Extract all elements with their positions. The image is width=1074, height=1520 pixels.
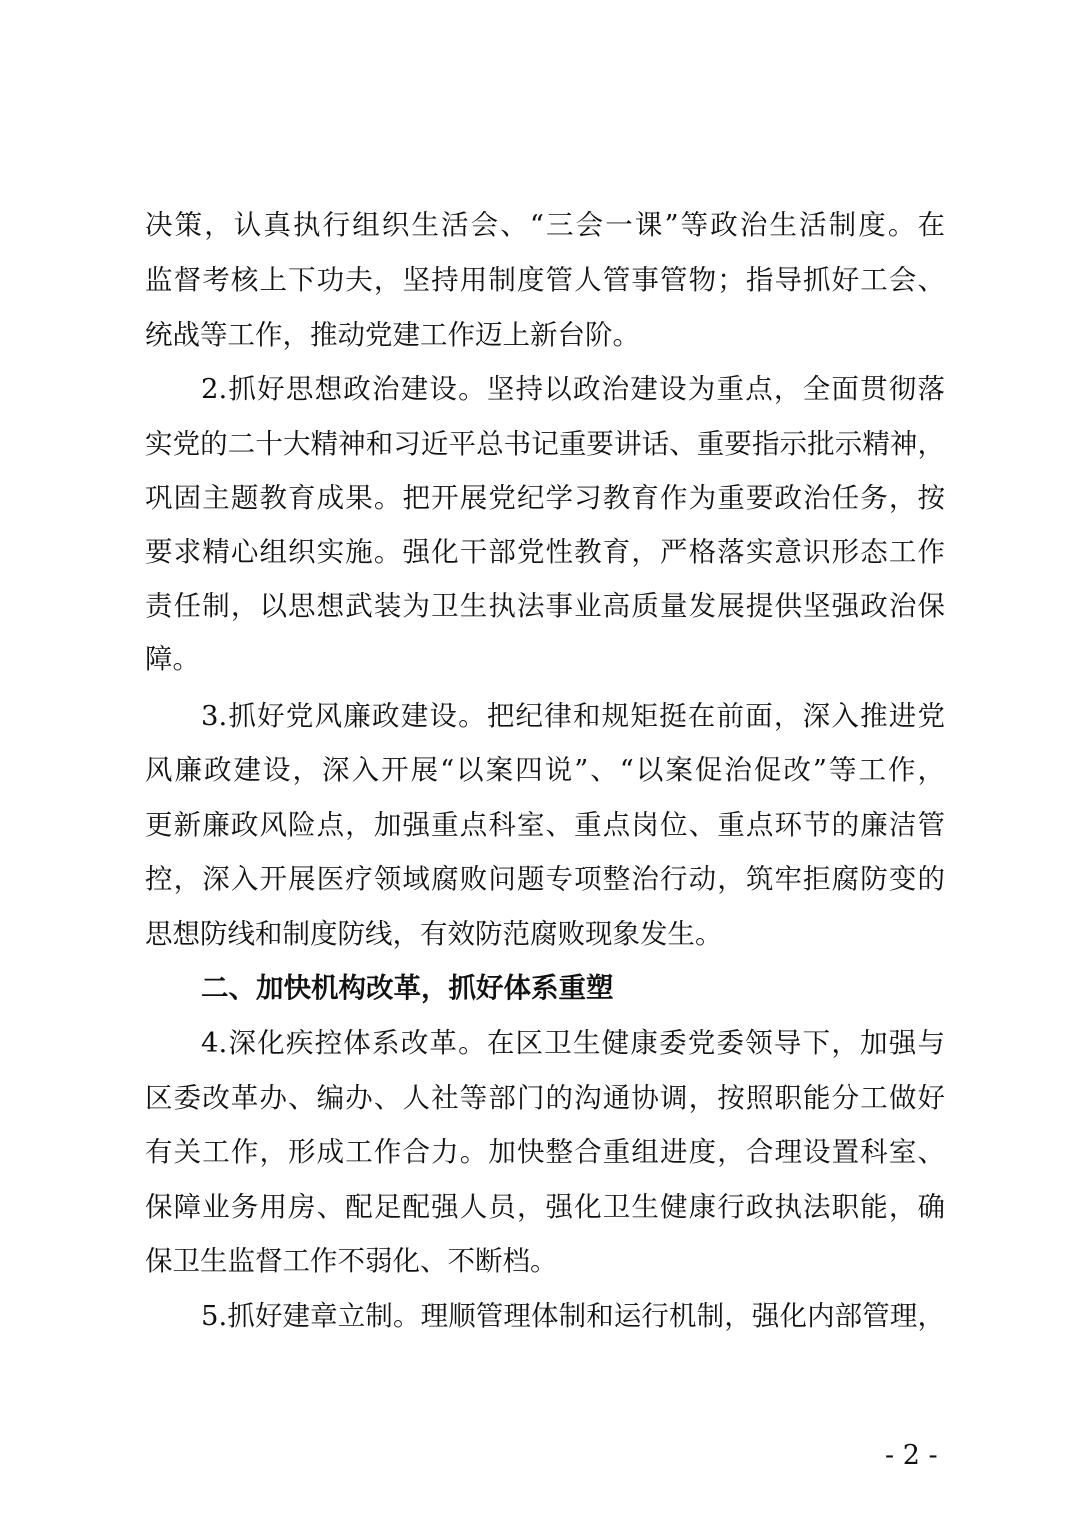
text-line: 更新廉政风险点，加强重点科室、重点岗位、重点环节的廉洁管 (145, 809, 945, 841)
text-line: 有关工作，形成工作合力。加快整合重组进度，合理设置科室、 (145, 1136, 945, 1168)
text-line: 区委改革办、编办、人社等部门的沟通协调，按照职能分工做好 (145, 1082, 945, 1114)
section-heading: 二、加快机构改革，抓好体系重塑 (201, 972, 614, 1004)
text-line: 决策，认真执行组织生活会、“三会一课”等政治生活制度。在 (145, 209, 945, 241)
text-line: 责任制，以思想武装为卫生执法事业高质量发展提供坚强政治保 (145, 590, 945, 622)
paragraph-4-first-line: 4.深化疾控体系改革。在区卫生健康委党委领导下，加强与 (201, 1027, 945, 1059)
text-line: 要求精心组织实施。强化干部党性教育，严格落实意识形态工作 (145, 536, 945, 568)
paragraph-3-first-line: 3.抓好党风廉政建设。把纪律和规矩挺在前面，深入推进党 (201, 700, 945, 732)
paragraph-5-first-line: 5.抓好建章立制。理顺管理体制和运行机制，强化内部管理， (201, 1300, 945, 1332)
text-line: 保障业务用房、配足配强人员，强化卫生健康行政执法职能，确 (145, 1191, 945, 1223)
text-line: 保卫生监督工作不弱化、不断档。 (145, 1245, 558, 1277)
page-number: - 2 - (885, 1440, 938, 1471)
text-line: 实党的二十大精神和习近平总书记重要讲话、重要指示批示精神， (145, 428, 945, 460)
text-line: 巩固主题教育成果。把开展党纪学习教育作为重要政治任务，按 (145, 482, 945, 514)
text-line: 监督考核上下功夫，坚持用制度管人管事管物；指导抓好工会、 (145, 264, 945, 296)
text-line: 障。 (145, 643, 200, 675)
text-line: 思想防线和制度防线，有效防范腐败现象发生。 (145, 918, 723, 950)
text-line: 统战等工作，推动党建工作迈上新台阶。 (145, 319, 640, 351)
text-line: 控，深入开展医疗领域腐败问题专项整治行动，筑牢拒腐防变的 (145, 863, 945, 895)
paragraph-2-first-line: 2.抓好思想政治建设。坚持以政治建设为重点，全面贯彻落 (201, 373, 945, 405)
text-line: 风廉政建设，深入开展“以案四说”、“以案促治促改”等工作， (145, 754, 945, 786)
